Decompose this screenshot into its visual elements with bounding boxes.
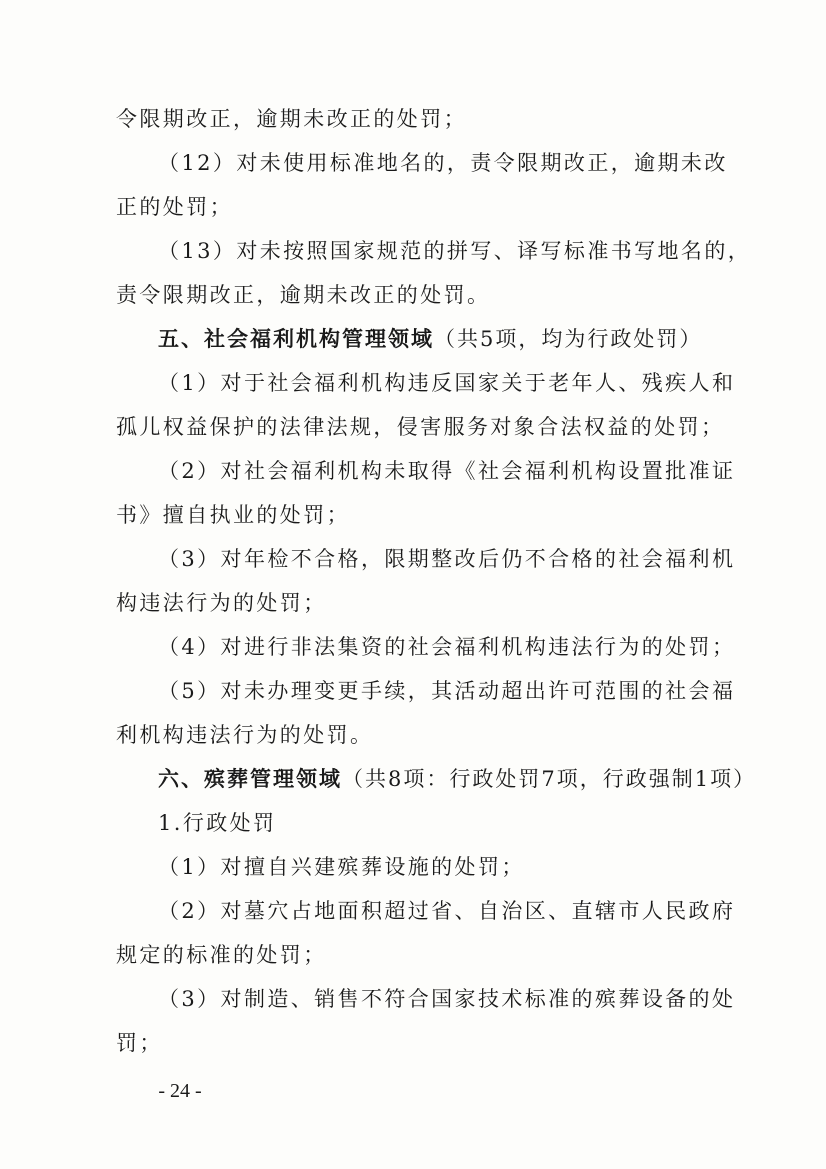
- page-number: - 24 -: [158, 1080, 202, 1102]
- paragraph-line: （3）对年检不合格，限期整改后仍不合格的社会福利机: [158, 547, 736, 571]
- section-note: （共8项：行政处罚7项，行政强制1项）: [342, 767, 757, 791]
- paragraph-line: （2）对墓穴占地面积超过省、自治区、直辖市人民政府: [158, 899, 736, 923]
- paragraph-line: （13）对未按照国家规范的拼写、译写标准书写地名的，: [158, 239, 752, 263]
- paragraph-line: 构违法行为的处罚；: [116, 591, 327, 615]
- paragraph-line: （3）对制造、销售不符合国家技术标准的殡葬设备的处: [158, 987, 736, 1011]
- paragraph-line: （2）对社会福利机构未取得《社会福利机构设置批准证: [158, 459, 736, 483]
- section-heading-5: [158, 325, 702, 353]
- paragraph-line: （4）对进行非法集资的社会福利机构违法行为的处罚；: [158, 635, 736, 659]
- paragraph-line: 书》擅自执业的处罚；: [116, 503, 350, 527]
- section-title: 六、殡葬管理领域: [158, 767, 342, 791]
- paragraph-line: 罚；: [116, 1031, 163, 1055]
- paragraph-line: 规定的标准的处罚；: [116, 943, 327, 967]
- paragraph-line: 正的处罚；: [116, 195, 233, 219]
- paragraph-line: （1）对擅自兴建殡葬设施的处罚；: [158, 855, 525, 879]
- section-note: （共5项，均为行政处罚）: [434, 327, 703, 351]
- paragraph-line: （1）对于社会福利机构违反国家关于老年人、残疾人和: [158, 371, 736, 395]
- section-heading-6: [158, 765, 756, 793]
- section-title: 五、社会福利机构管理领域: [158, 327, 434, 351]
- subsection-heading: 1.行政处罚: [158, 811, 277, 835]
- paragraph-line: 责令限期改正，逾期未改正的处罚。: [116, 283, 491, 307]
- paragraph-line: 令限期改正，逾期未改正的处罚；: [116, 107, 467, 131]
- paragraph-line: （12）对未使用标准地名的，责令限期改正，逾期未改: [158, 151, 728, 175]
- paragraph-line: 利机构违法行为的处罚。: [116, 723, 374, 747]
- paragraph-line: 孤儿权益保护的法律法规，侵害服务对象合法权益的处罚；: [116, 415, 725, 439]
- paragraph-line: （5）对未办理变更手续，其活动超出许可范围的社会福: [158, 679, 736, 703]
